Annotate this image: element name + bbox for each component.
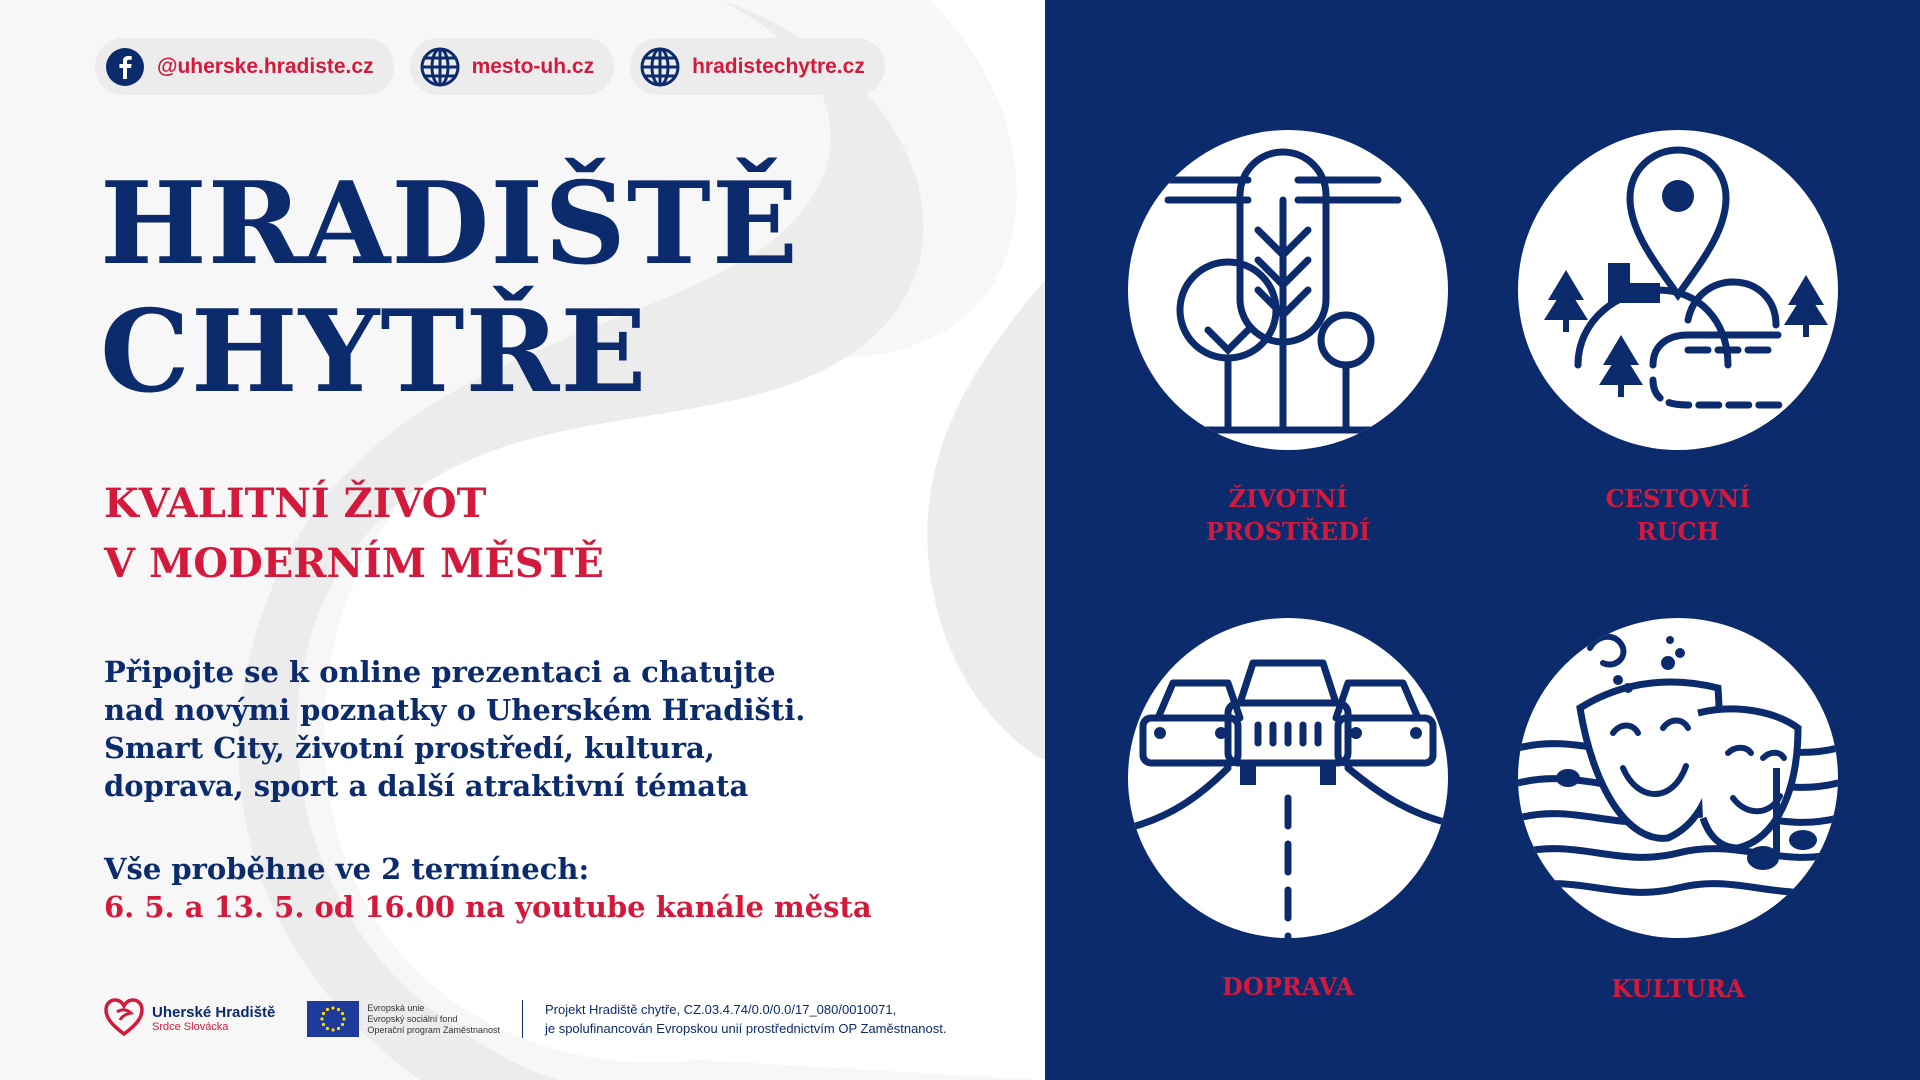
- globe-icon: [420, 47, 460, 87]
- eu-line3: Operační program Zaměstnanost: [367, 1024, 500, 1035]
- project-info-line1: Projekt Hradiště chytře, CZ.03.4.74/0.0/0.0/17_080/0010071,: [544, 1002, 897, 1017]
- facebook-link[interactable]: [95, 38, 394, 95]
- website-link-hradistechytre-label: hradistechytre.cz: [692, 54, 865, 78]
- website-link-hradistechytre[interactable]: [630, 38, 885, 95]
- dates-when: 6. 5. a 13. 5. od 16.00 na youtube kanále města: [104, 890, 872, 924]
- location-pin-icon: [1518, 130, 1838, 450]
- topic-tourism-circle: [1518, 130, 1838, 450]
- globe-icon: [640, 47, 680, 87]
- eu-logo: [307, 1001, 500, 1037]
- dates-intro: Vše proběhne ve 2 termínech:: [104, 852, 590, 886]
- topic-culture-circle: [1518, 618, 1838, 938]
- topic-transport-line1: DOPRAVA: [1222, 972, 1354, 1001]
- eu-line1: Evropská unie: [367, 1002, 425, 1013]
- city-name: Uherské Hradiště: [152, 1004, 276, 1021]
- facebook-link-label: @uherske.hradiste.cz: [157, 54, 374, 78]
- topic-transport-circle: [1128, 618, 1448, 938]
- city-logo: [104, 998, 275, 1040]
- topic-tourism-line2: RUCH: [1636, 517, 1720, 546]
- eu-flag-icon: [307, 1001, 359, 1037]
- topic-environment-line2: PROSTŘEDÍ: [1205, 517, 1371, 546]
- topic-culture-line1: KULTURA: [1611, 974, 1745, 1003]
- cars-icon: [1128, 618, 1448, 938]
- topic-tourism-line1: CESTOVNÍ: [1605, 484, 1751, 513]
- social-links: [95, 38, 885, 95]
- description-line3: Smart City, životní prostředí, kultura,: [104, 731, 715, 765]
- topics-panel: [1045, 0, 1920, 1080]
- city-tagline: Srdce Slovácka: [152, 1021, 229, 1033]
- description-line4: doprava, sport a další atraktivní témata: [104, 769, 749, 803]
- footer: [104, 998, 947, 1040]
- trees-icon: [1128, 130, 1448, 450]
- website-link-mesto[interactable]: [410, 38, 615, 95]
- description-text: [104, 653, 805, 805]
- main-title-line1: HRADIŠTĚ: [100, 157, 800, 290]
- subtitle: [104, 474, 604, 594]
- project-info: [545, 1000, 947, 1038]
- eu-line2: Evropský sociální fond: [367, 1013, 458, 1024]
- theater-masks-icon: [1518, 618, 1838, 938]
- footer-divider: [522, 1000, 523, 1038]
- topic-environment-circle: [1128, 130, 1448, 450]
- topic-environment-line1: ŽIVOTNÍ: [1228, 484, 1348, 513]
- description-line2: nad novými poznatky o Uherském Hradišti.: [104, 693, 806, 727]
- topic-environment-label: [1128, 482, 1448, 548]
- project-info-line2: je spolufinancován Evropskou unií prostřednictvím OP Zaměstnanost.: [544, 1021, 947, 1036]
- topic-tourism-label: [1518, 482, 1838, 548]
- subtitle-line2: V MODERNÍM MĚSTĚ: [104, 540, 604, 587]
- heart-logo-icon: [104, 998, 144, 1040]
- main-title: [100, 157, 800, 418]
- subtitle-line1: KVALITNÍ ŽIVOT: [104, 480, 487, 527]
- main-title-line2: CHYTŘE: [100, 285, 648, 418]
- website-link-mesto-label: mesto-uh.cz: [471, 54, 595, 78]
- facebook-icon: [105, 47, 145, 87]
- description-line1: Připojte se k online prezentaci a chatujte: [104, 655, 776, 689]
- topic-culture-label: [1518, 972, 1838, 1005]
- topic-transport-label: [1128, 970, 1448, 1003]
